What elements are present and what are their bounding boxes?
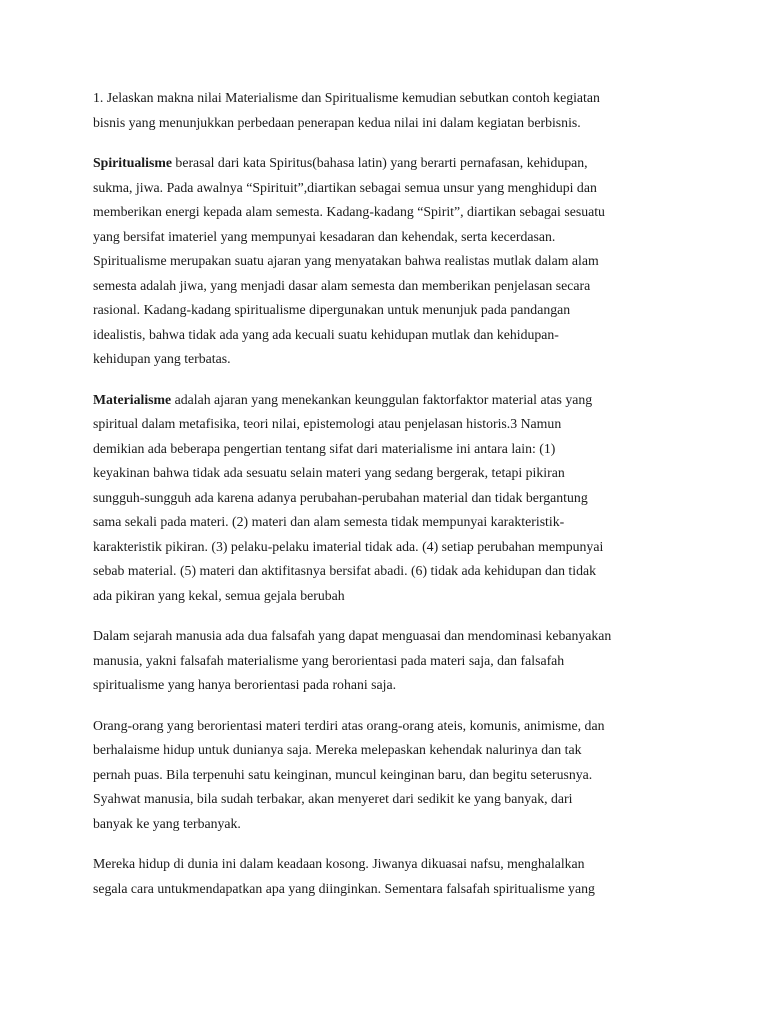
text-line	[93, 176, 683, 201]
paragraph	[93, 86, 683, 135]
line-text: Mereka hidup di dunia ini dalam keadaan kosong. Jiwanya dikuasai nafsu, menghalalkan	[93, 856, 585, 871]
defined-term: Materialisme	[93, 391, 172, 407]
text-line	[93, 787, 683, 812]
line-text: segala cara untukmendapatkan apa yang diinginkan. Sementara falsafah spiritualisme yang	[93, 880, 595, 896]
line-text: berhalaisme hidup untuk dunianya saja. Mereka melepaskan kehendak nalurinya dan tak	[93, 742, 582, 757]
text-line	[93, 714, 683, 739]
document-body	[93, 86, 683, 917]
line-text: yang bersifat imateriel yang mempunyai kesadaran dan kehendak, serta kecerdasan.	[93, 228, 556, 244]
line-text: keyakinan bahwa tidak ada sesuatu selain materi yang sedang bergerak, tetapi pikiran	[93, 465, 565, 480]
text-line	[93, 649, 683, 674]
text-line	[93, 151, 683, 176]
line-text: ada pikiran yang kekal, semua gejala berubah	[93, 587, 345, 603]
text-line	[93, 738, 683, 763]
text-line	[93, 200, 683, 225]
text-line	[93, 624, 683, 649]
line-text: berasal dari kata Spiritus(bahasa latin) yang berarti pernafasan, kehidupan,	[171, 155, 588, 170]
text-line	[93, 559, 683, 584]
text-line	[93, 347, 683, 372]
text-line	[93, 86, 683, 111]
line-text: manusia, yakni falsafah materialisme yang berorientasi pada materi saja, dan falsafah	[93, 652, 565, 668]
line-text: semesta adalah jiwa, yang menjadi dasar alam semesta dan memberikan penjelasan secara	[93, 277, 591, 293]
line-text: sungguh-sungguh ada karena adanya perubahan-perubahan material dan tidak bergantung	[93, 489, 588, 505]
text-line	[93, 812, 683, 837]
line-text: Dalam sejarah manusia ada dua falsafah yang dapat menguasai dan mendominasi kebanyakan	[93, 628, 612, 643]
line-text: Orang-orang yang berorientasi materi terdiri atas orang-orang ateis, komunis, animisme, dan	[93, 717, 605, 733]
text-line	[93, 323, 683, 348]
line-text: spiritualisme yang hanya berorientasi pada rohani saja.	[93, 677, 397, 692]
text-line	[93, 412, 683, 437]
line-text: sebab material. (5) materi dan aktifitasnya bersifat abadi. (6) tidak ada kehidupan dan tidak	[93, 563, 597, 578]
text-line	[93, 298, 683, 323]
line-text: banyak ke yang terbanyak.	[93, 815, 241, 831]
text-line	[93, 535, 683, 560]
paragraph	[93, 624, 683, 698]
line-text: sukma, jiwa. Pada awalnya “Spirituit”,diartikan sebagai semua unsur yang menghidupi dan	[93, 179, 597, 195]
paragraph	[93, 852, 683, 901]
text-line	[93, 111, 683, 136]
line-text: rasional. Kadang-kadang spiritualisme dipergunakan untuk menunjuk pada pandangan	[93, 302, 571, 317]
line-text: demikian ada beberapa pengertian tentang sifat dari materialisme ini antara lain: (1)	[93, 440, 556, 456]
line-text: spiritual dalam metafisika, teori nilai, epistemologi atau penjelasan historis.3 Namun	[93, 416, 562, 431]
text-line	[93, 852, 683, 877]
defined-term: Spiritualisme	[93, 155, 172, 170]
line-text: memberikan energi kepada alam semesta. Kadang-kadang “Spirit”, diartikan sebagai sesuatu	[93, 204, 605, 219]
line-text: pernah puas. Bila terpenuhi satu keinginan, muncul keinginan baru, dan begitu seterusnya.	[93, 766, 593, 782]
text-line	[93, 437, 683, 462]
text-line	[93, 486, 683, 511]
line-text: adalah ajaran yang menekankan keunggulan faktorfaktor material atas yang	[171, 391, 593, 407]
text-line	[93, 673, 683, 698]
paragraph	[93, 151, 683, 372]
text-line	[93, 225, 683, 250]
text-line	[93, 388, 683, 413]
line-text: idealistis, bahwa tidak ada yang ada kecuali suatu kehidupan mutlak dan kehidupan-	[93, 326, 559, 342]
text-line	[93, 877, 683, 902]
line-text: Syahwat manusia, bila sudah terbakar, akan menyeret dari sedikit ke yang banyak, dari	[93, 791, 573, 806]
text-line	[93, 249, 683, 274]
line-text: 1. Jelaskan makna nilai Materialisme dan Spiritualisme kemudian sebutkan contoh kegiatan	[93, 90, 600, 105]
text-line	[93, 274, 683, 299]
line-text: kehidupan yang terbatas.	[93, 351, 231, 366]
line-text: sama sekali pada materi. (2) materi dan alam semesta tidak mempunyai karakteristik-	[93, 514, 565, 529]
text-line	[93, 510, 683, 535]
line-text: bisnis yang menunjukkan perbedaan penerapan kedua nilai ini dalam kegiatan berbisnis.	[93, 114, 581, 130]
paragraph	[93, 388, 683, 609]
line-text: Spiritualisme merupakan suatu ajaran yang menyatakan bahwa realistas mutlak dalam alam	[93, 253, 599, 268]
paragraph	[93, 714, 683, 837]
text-line	[93, 461, 683, 486]
line-text: karakteristik pikiran. (3) pelaku-pelaku imaterial tidak ada. (4) setiap perubahan mempunyai	[93, 538, 604, 554]
text-line	[93, 763, 683, 788]
text-line	[93, 584, 683, 609]
